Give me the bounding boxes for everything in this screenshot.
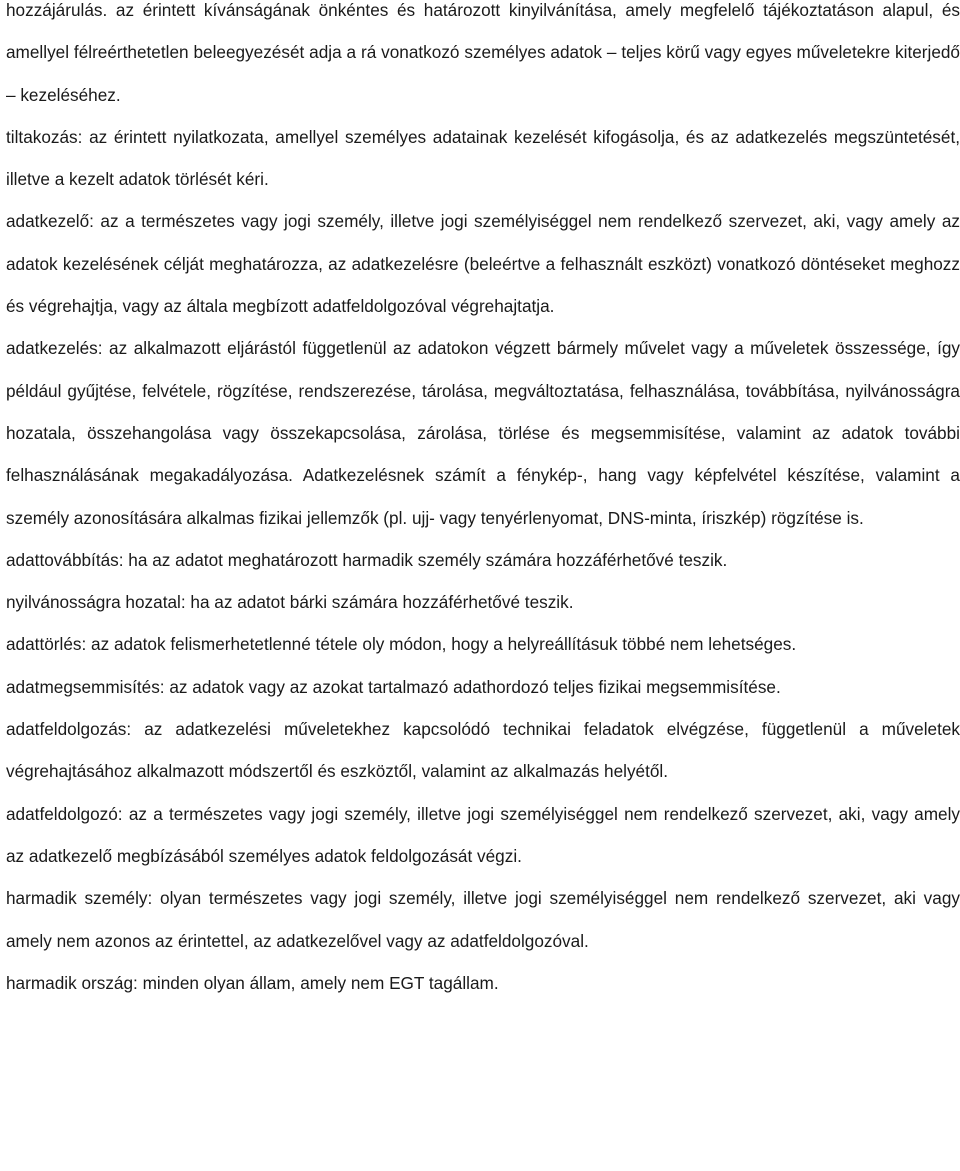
paragraph-adatmegsemmisites: adatmegsemmisítés: az adatok vagy az azokat tartalmazó adathordozó teljes fizikai megsemmisítése. <box>6 676 781 697</box>
paragraph-adatkezelo: adatkezelő: az a természetes vagy jogi személy, illetve jogi személyiséggel nem rendelkező szervezet, aki, vagy amely az adatok kezelésének célját meghatározza, az adatkezelésre (beleértve a felhasznált eszközt) vonatkozó döntéseket meghozz és végrehajtja, vagy az általa megbízott adatfeldolgozóval végrehajtatja. <box>6 211 960 317</box>
paragraph-tiltakozas: tiltakozás: az érintett nyilatkozata, amellyel személyes adatainak kezelését kifogásolja, és az adatkezelés megszüntetését, illetve a kezelt adatok törlését kéri. <box>6 126 960 190</box>
paragraph-adatkezeles: adatkezelés: az alkalmazott eljárástól függetlenül az adatokon végzett bármely művelet vagy a műveletek összessége, így például gyűjtése, felvétele, rögzítése, rendszerezése, tárolása, megváltoztatása, felhasználása, továbbítása, nyilvánosságra hozatala, összehangolása vagy összekapcsolása, zárolása, törlése és megsemmisítése, valamint az adatok további felhasználásának megakadályozása. Adatkezelésnek számít a fénykép-, hang vagy képfelvétel készítése, valamint a személy azonosítására alkalmas fizikai jellemzők (pl. ujj- vagy tenyérlenyomat, DNS-minta, íriszkép) rögzítése is. <box>6 338 960 528</box>
paragraph-hozzajarulas: hozzájárulás. az érintett kívánságának önkéntes és határozott kinyilvánítása, amely megfelelő tájékoztatáson alapul, és amellyel félreérthetetlen beleegyezését adja a rá vonatkozó személyes adatok – teljes körű vagy egyes műveletekre kiterjedő – kezeléséhez. <box>6 0 960 105</box>
paragraph-nyilvanossagra-hozatal: nyilvánosságra hozatal: ha az adatot bárki számára hozzáférhetővé teszik. <box>6 592 574 613</box>
paragraph-adattorles: adattörlés: az adatok felismerhetetlenné tétele oly módon, hogy a helyreállításuk többé nem lehetséges. <box>6 634 797 655</box>
paragraph-adatfeldolgozo: adatfeldolgozó: az a természetes vagy jogi személy, illetve jogi személyiséggel nem rendelkező szervezet, aki, vagy amely az adatkezelő megbízásából személyes adatok feldolgozását végzi. <box>6 803 960 866</box>
paragraph-harmadik-szemely: harmadik személy: olyan természetes vagy jogi személy, illetve jogi személyiséggel nem rendelkező szervezet, aki vagy amely nem azonos az érintettel, az adatkezelővel vagy az adatfeldolgozóval. <box>6 888 960 951</box>
paragraph-adatfeldolgozas: adatfeldolgozás: az adatkezelési műveletekhez kapcsolódó technikai feladatok elvégzése, függetlenül a műveletek végrehajtásához alkalmazott módszertől és eszköztől, valamint az alkalmazás helyétől. <box>6 719 960 782</box>
paragraph-harmadik-orszag: harmadik ország: minden olyan állam, amely nem EGT tagállam. <box>6 972 499 993</box>
paragraph-adattovabbitas: adattovábbítás: ha az adatot meghatározott harmadik személy számára hozzáférhetővé teszik. <box>6 549 728 570</box>
